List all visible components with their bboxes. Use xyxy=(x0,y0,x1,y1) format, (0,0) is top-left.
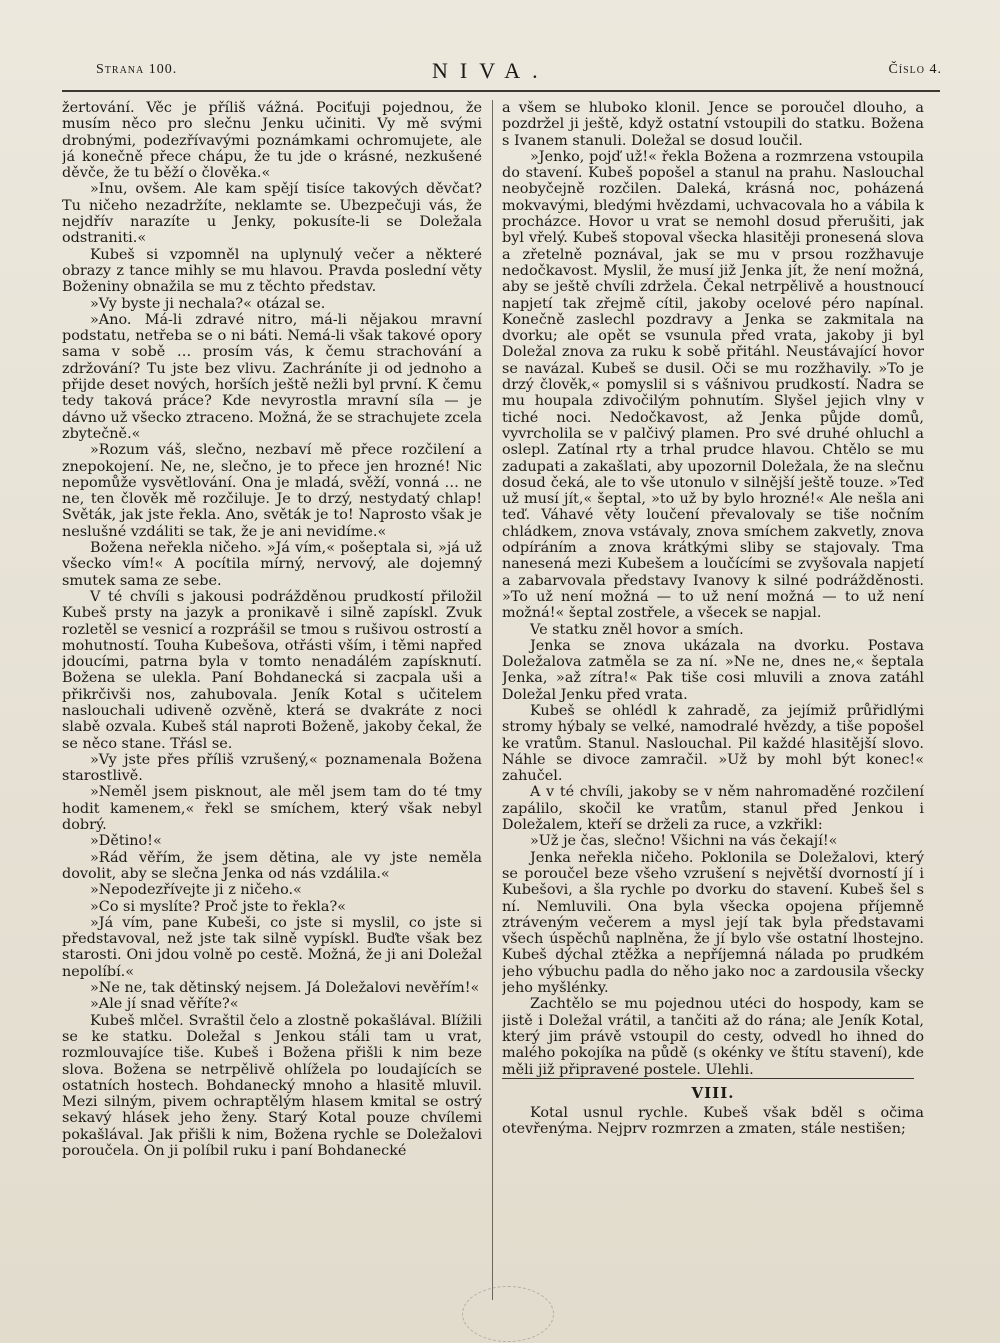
paragraph: »Ano. Má-li zdravé nitro, má-li nějakou mravní podstatu, netřeba se o ni báti. Nemá-li však takové opory sama v sobě … prosím vás, k čemu strachování a zdržování? Tu jste bez vlivu. Zachráníte ji od jednoho a přijde deset nových, horších ještě nežli byl první. K čemu tedy taková práce? Kde nevyrostla mravní síla — je dávno už všecko ztraceno. Možná, že se strachujete zcela zbytečně.« xyxy=(62,311,482,442)
paragraph: V té chvíli s jakousi podrážděnou prudkostí přiložil Kubeš prsty na jazyk a pronikavě i silně zapískl. Zvuk rozletěl se vesnicí a rozprášil se tmou s rušivou ostrostí a mohutností. Touha Kubešova, otřásti vším, i těmi napřed jdoucími, patrna byla v tomto nenadálém zapísknutí. Božena se ulekla. Paní Bohdanecká si zacpala uši a přikrčivši nos, zahubovala. Jeník Kotal s učitelem naslouchali udiveně ozvěně, která se dvakráte z noci slabě ozvala. Kubeš stál naproti Boženě, jakoby čekal, že se něco stane. Třásl se. xyxy=(62,588,482,752)
page-number: Strana 100. xyxy=(96,62,178,77)
library-stamp xyxy=(462,1286,554,1342)
header-rule xyxy=(62,90,940,92)
paragraph: »Už je čas, slečno! Všichni na vás čekají!« xyxy=(530,833,838,850)
paragraph: žertování. Věc je příliš vážná. Pociťuji pojednou, že musím něco pro slečnu Jenku učiniti. Vy mě svými drobnými, podezřívavými poznámkami ochromujete, ale já konečně přece chápu, že tu jde o krásné, nezkušené děvče, že tu běží o člověka.« xyxy=(62,100,482,182)
paragraph: Jenka se znova ukázala na dvorku. Postava Doležalova zatměla se za ní. »Ne ne, dnes ne,« šeptala Jenka, »až zítra!« Pak tiše cosi mluvili a znova zatáhl Doležal Jenku před vrata. xyxy=(502,637,924,703)
paragraph: Kubeš si vzpomněl na uplynulý večer a některé obrazy z tance mihly se mu hlavou. Pravda poslední věty Boženiny obnažila se mu z těchto představ. xyxy=(62,246,482,296)
paragraph: »Rozum váš, slečno, nezbaví mě přece rozčilení a znepokojení. Ne, ne, slečno, je to přece jen hrozné! Nic nepomůže vysvětlování. Ona je mladá, svěží, vonná … ne ne, ten člověk mě rozčiluje. Je to drzý, nestydatý chlap! Světák, jak jste řekla. Ano, světák je to! Naprosto však je neslušné vzdáliti se tak, že je ani nevidíme.« xyxy=(62,442,482,540)
paragraph: A v té chvíli, jakoby se v něm nahromaděné rozčilení zapálilo, skočil ke vratům, stanul před Jenkou i Doležalem, kteří se drželi za ruce, a vzkřikl: xyxy=(502,784,924,834)
paragraph: Božena neřekla ničeho. »Já vím,« pošeptala si, »já už všecko vím!« A pocítila mírný, nervový, ale dojemný smutek sama ze sebe. xyxy=(62,540,482,589)
paragraph: Zachtělo se mu pojednou utéci do hospody, kam se jistě i Doležal vrátil, a tančiti až do rána; ale Jeník Kotal, který jim právě vstoupil do cesty, odvedl ho ihned do malého pokojíka na půdě (s okénky ve štítu stavení), kde měli již připravené postele. Ulehli. xyxy=(502,996,924,1078)
journal-title: NIVA. xyxy=(432,58,550,83)
paragraph: Kotal usnul rychle. Kubeš však bděl s očima otevřenýma. Nejprv rozmrzen a zmaten, stále nestišen; xyxy=(502,1105,924,1138)
page-header xyxy=(62,56,942,92)
paragraph: »Inu, ovšem. Ale kam spějí tisíce takových děvčat? Tu ničeho nezadržíte, neklamte se. Ubezpečuji vás, že nejdřív narazíte u Jenky, pokusíte-li se Doležala odstraniti.« xyxy=(62,181,482,247)
paragraph: a všem se hluboko klonil. Jence se poroučel dlouho, a pozdržel ji ještě, když ostatní vstoupili do statku. Božena s Ivanem stanuli. Doležal se dosud loučil. xyxy=(502,100,924,149)
column-divider xyxy=(492,100,493,1300)
paragraph: Ve statku zněl hovor a smích. xyxy=(530,621,744,638)
chapter-heading: VIII. xyxy=(691,1083,735,1102)
paragraph: »Ale jí snad věříte?« xyxy=(90,996,239,1013)
paragraph: »Neměl jsem pisknout, ale měl jsem tam do té tmy hodit kamenem,« řekl se smíchem, který však nebyl dobrý. xyxy=(62,784,482,834)
paragraph: »Vy jste přes příliš vzrušený,« poznamenala Božena starostlivě. xyxy=(62,751,482,785)
paragraph: »Ne ne, tak dětinský nejsem. Já Doležalovi nevěřím!« xyxy=(90,980,480,997)
right-column xyxy=(502,100,924,1305)
paragraph: Kubeš se ohlédl k zahradě, za jejímiž průřidlými stromy hýbaly se velké, namodralé hvězdy, a tiše popošel ke vratům. Stanul. Naslouchal. Pil každé hlasitější slovo. Náhle se divoce zamračil. »Už by mohl být konec!« zahučel. xyxy=(502,702,924,785)
paragraph: »Co si myslíte? Proč jste to řekla?« xyxy=(90,898,346,915)
section-rule xyxy=(502,1078,914,1079)
paragraph: Jenka neřekla ničeho. Poklonila se Doležalovi, který se poroučel beze všeho vzrušení s největší dvorností jí i Kubešovi, a šla rychle po dvorku do stavení. Kubeš šel s ní. Nemluvili. Ona byla všecka opojena příjemně ztráveným večerem a mysl její tak byla představami všech úspěchů naplněna, že jí bylo vše ostatní lhostejno. Kubeš dýchal ztěžka a nepříjemná nálada po prudkém jeho výbuchu padla do něho jako noc a zardousila všecky jeho myšlénky. xyxy=(502,849,924,997)
paragraph: »Dětino!« xyxy=(90,833,162,850)
left-column xyxy=(62,100,482,1305)
paragraph: »Jenko, pojď už!« řekla Božena a rozmrzena vstoupila do stavení. Kubeš popošel a stanul na prahu. Naslouchal neobyčejně rozčilen. Daleká, krásná noc, poházená mokvavými, bledými hvězdami, uchvacovala ho a vábila k procházce. Hovor u vrat se nemohl dosud přerušiti, jak byl vřelý. Kubeš stopoval všecka hlasitěji pronesená slova a zřetelně poznával, jak se mu v prsou rozžhavuje nedočkavost. Myslil, že musí již Jenka jít, že není možná, aby se ještě chvíli zdržela. Čekal netrpělivě a houstnoucí napjetí tak zřejmě cítil, jakoby ocelové péro napínal. Konečně zaslechl pozdravy a Jenka se zakmitala na dvorku; ale opět se vsunula před vrata, jakoby ji byl Doležal znova za ruku k sobě přitáhl. Neustávající hovor se navázal. Kubeš se dusil. Oči se mu rozžhavily. »To je drzý člověk,« pomyslil si s vášnivou prudkostí. Ňadra se mu houpala zdivočilým pohnutím. Slyšel jejich vlny v tiché noci. Nedočkavost, až Jenka půjde domů, vyvrcholila se v palčivý plamen. Pro své druhé ohluchl a oslepl. Zatínal rty a trhal prudce hlavou. Chtělo se mu zadupati a zakašlati, aby upozornil Doležala, že na slečnu dosud čeká, ale to vše utonulo v silnější ještě touze. »Teď už musí jít,« šeptal, »to už by bylo hrozné!« Ale nešla ani teď. Váhavé věty loučení převalovaly se tiše nočním chládkem, znova vstávaly, znova smíchem zakvetly, znova odpíráním a znova krátkými sliby se stajovaly. Tma nanesená mezi Kubešem a loučícími se zvyšovala napjetí a zabarvovala představy Ivanovy k silné podrážděnosti. »To už není možná — to už není možná — to už není možná!« šeptal zostřele, a všecek se napjal. xyxy=(502,148,924,622)
paragraph: »Rád věřím, že jsem dětina, ale vy jste neměla dovolit, aby se slečna Jenka od nás vzdálila.« xyxy=(62,849,482,882)
paragraph: »Nepodezřívejte ji z ničeho.« xyxy=(90,882,302,899)
paragraph: »Já vím, pane Kubeši, co jste si myslil, co jste si představoval, než jste tak silně vypískl. Buďte však bez starosti. Oni jdou volně po cestě. Možná, že ji ani Doležal nepolíbí.« xyxy=(62,914,482,980)
issue-number: Číslo 4. xyxy=(888,62,942,77)
paragraph: »Vy byste ji nechala?« otázal se. xyxy=(90,295,326,312)
paragraph: Kubeš mlčel. Svraštil čelo a zlostně pokašlával. Blížili se ke statku. Doležal s Jenkou stáli tam u vrat, rozmlouvajíce tiše. Kubeš i Božena přišli k nim beze slova. Božena se netrpělivě ohlížela po loudajících se ostatních hostech. Bohdanecký mnoho a hlasitě mluvil. Mezi silným, pivem ochraptělým hlasem kmital se ostrý sekavý hlásek jeho ženy. Starý Kotal pouze chvílemi pokašlával. Jak přišli k nim, Božena rychle se Doležalovi poroučela. On ji políbil ruku i paní Bohdanecké xyxy=(62,1012,482,1159)
